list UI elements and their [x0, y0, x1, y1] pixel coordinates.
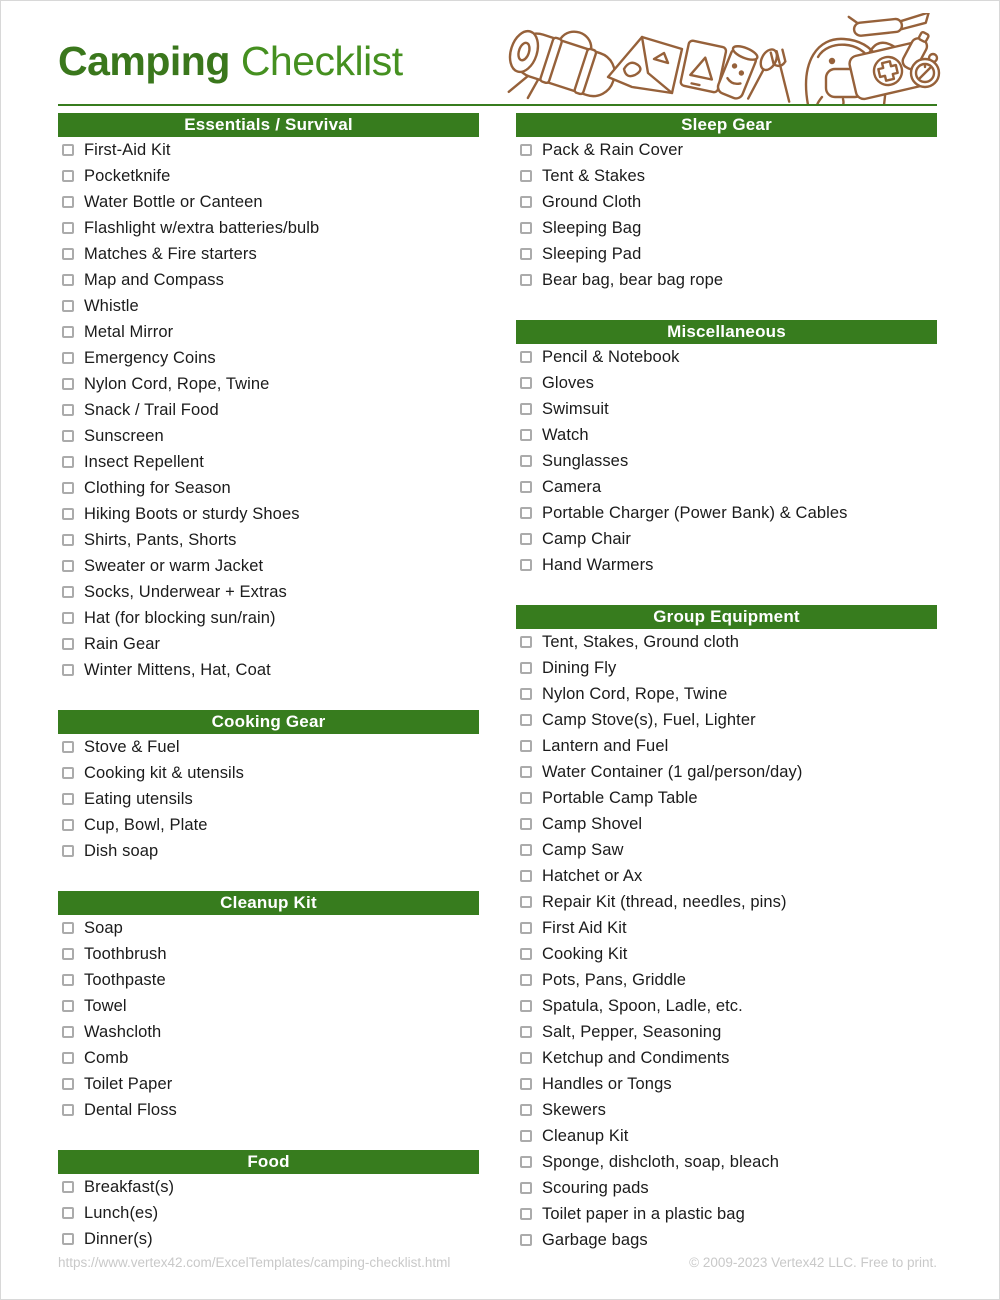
- checkbox[interactable]: [62, 560, 74, 572]
- checklist-item-label: Watch: [542, 425, 589, 444]
- checkbox[interactable]: [520, 403, 532, 415]
- checkbox[interactable]: [62, 430, 74, 442]
- checklist-item-label: Toilet paper in a plastic bag: [542, 1204, 745, 1223]
- checklist-item: [58, 941, 479, 967]
- section-header-group-equipment: Group Equipment: [516, 605, 937, 629]
- checklist-item: [58, 1071, 479, 1097]
- checklist-item: [58, 734, 479, 760]
- section-cleanup-kit: [58, 891, 479, 1123]
- checklist-item-label: Portable Camp Table: [542, 788, 698, 807]
- checkbox[interactable]: [520, 1026, 532, 1038]
- checkbox[interactable]: [520, 559, 532, 571]
- checklist-item-label: Lantern and Fuel: [542, 736, 669, 755]
- checkbox[interactable]: [62, 222, 74, 234]
- section-miscellaneous: [516, 320, 937, 578]
- checklist-item-label: Camp Saw: [542, 840, 624, 859]
- checklist-item-label: Water Container (1 gal/person/day): [542, 762, 803, 781]
- checkbox[interactable]: [62, 767, 74, 779]
- checklist-item-label: Sunscreen: [84, 426, 164, 445]
- checkbox[interactable]: [62, 196, 74, 208]
- checkbox[interactable]: [62, 948, 74, 960]
- header-divider: [58, 104, 937, 106]
- checkbox[interactable]: [520, 818, 532, 830]
- checkbox[interactable]: [62, 326, 74, 338]
- checklist-item: [58, 1045, 479, 1071]
- checklist-item: [58, 786, 479, 812]
- checkbox[interactable]: [62, 170, 74, 182]
- checklist-item: [516, 1097, 937, 1123]
- checkbox[interactable]: [62, 586, 74, 598]
- checklist-item-label: Cooking Kit: [542, 944, 628, 963]
- checklist-item-label: Dining Fly: [542, 658, 617, 677]
- checklist-item-label: Insect Repellent: [84, 452, 204, 471]
- section-header-food: Food: [58, 1150, 479, 1174]
- checkbox[interactable]: [520, 1104, 532, 1116]
- checklist-item: [58, 397, 479, 423]
- checklist-item: [516, 1201, 937, 1227]
- checkbox[interactable]: [520, 351, 532, 363]
- checklist-item-label: Portable Charger (Power Bank) & Cables: [542, 503, 848, 522]
- left-column: [58, 113, 479, 1252]
- checklist-item-label: First Aid Kit: [542, 918, 627, 937]
- checklist-item: [58, 553, 479, 579]
- checklist-item: [516, 993, 937, 1019]
- checklist-item-label: Soap: [84, 918, 123, 937]
- checklist-item-label: Washcloth: [84, 1022, 162, 1041]
- checkbox[interactable]: [62, 1207, 74, 1219]
- checklist-item: [516, 215, 937, 241]
- checklist-item-label: Dental Floss: [84, 1100, 177, 1119]
- checklist-item-label: Towel: [84, 996, 127, 1015]
- checklist-item: [58, 1226, 479, 1252]
- camping-gear-illustration: [496, 13, 941, 105]
- section-sleep-gear: [516, 113, 937, 293]
- checklist-item-label: Matches & Fire starters: [84, 244, 257, 263]
- checkbox[interactable]: [520, 844, 532, 856]
- checklist-item-label: Emergency Coins: [84, 348, 216, 367]
- checkbox[interactable]: [62, 638, 74, 650]
- checkbox[interactable]: [62, 974, 74, 986]
- checkbox[interactable]: [520, 222, 532, 234]
- checklist-item: [516, 163, 937, 189]
- checklist-item-label: Sleeping Bag: [542, 218, 642, 237]
- checklist-item: [516, 370, 937, 396]
- bedroll-icon: [498, 14, 624, 105]
- checklist-item-label: Tent & Stakes: [542, 166, 646, 185]
- checklist-item: [516, 241, 937, 267]
- checklist-item: [516, 655, 937, 681]
- checklist-item-label: Pots, Pans, Griddle: [542, 970, 687, 989]
- checkbox[interactable]: [520, 974, 532, 986]
- checkbox[interactable]: [520, 170, 532, 182]
- checklist-item-label: Sweater or warm Jacket: [84, 556, 264, 575]
- checklist-item: [516, 785, 937, 811]
- checklist-item: [516, 448, 937, 474]
- checklist-item-label: Sunglasses: [542, 451, 629, 470]
- checklist-item: [516, 707, 937, 733]
- checklist-item: [58, 967, 479, 993]
- checklist-item: [516, 267, 937, 293]
- checklist-item: [516, 500, 937, 526]
- checklist-columns: [58, 113, 937, 1253]
- checklist-item: [58, 189, 479, 215]
- checklist-item: [58, 760, 479, 786]
- checklist-item: [58, 501, 479, 527]
- checkbox[interactable]: [62, 534, 74, 546]
- checklist-item: [58, 527, 479, 553]
- checklist-item-label: Salt, Pepper, Seasoning: [542, 1022, 722, 1041]
- checklist-item-label: Map and Compass: [84, 270, 224, 289]
- checklist-item: [516, 759, 937, 785]
- checkbox[interactable]: [520, 636, 532, 648]
- checkbox[interactable]: [520, 533, 532, 545]
- checkbox[interactable]: [520, 766, 532, 778]
- checklist-item: [58, 475, 479, 501]
- checklist-item: [58, 423, 479, 449]
- map-icon: [608, 37, 682, 93]
- checklist-item: [516, 1175, 937, 1201]
- checklist-item-label: Repair Kit (thread, needles, pins): [542, 892, 787, 911]
- checklist-item: [58, 137, 479, 163]
- section-header-miscellaneous: Miscellaneous: [516, 320, 937, 344]
- checklist-item: [516, 1071, 937, 1097]
- checklist-item-label: Camp Chair: [542, 529, 632, 548]
- checkbox[interactable]: [520, 1156, 532, 1168]
- checklist-item-label: Snack / Trail Food: [84, 400, 219, 419]
- checkbox[interactable]: [520, 274, 532, 286]
- checklist-item-label: Flashlight w/extra batteries/bulb: [84, 218, 320, 237]
- checklist-item-label: Ketchup and Condiments: [542, 1048, 730, 1067]
- checkbox[interactable]: [62, 508, 74, 520]
- checkbox[interactable]: [62, 482, 74, 494]
- checklist-item-label: Tent, Stakes, Ground cloth: [542, 632, 740, 651]
- checklist-item-label: Whistle: [84, 296, 139, 315]
- checklist-item-label: Breakfast(s): [84, 1177, 175, 1196]
- checkbox[interactable]: [520, 870, 532, 882]
- checkbox[interactable]: [62, 378, 74, 390]
- checkbox[interactable]: [62, 1052, 74, 1064]
- section-header-essentials-survival: Essentials / Survival: [58, 113, 479, 137]
- checklist-item: [516, 1045, 937, 1071]
- checklist-item: [516, 396, 937, 422]
- checklist-item-label: Gloves: [542, 373, 594, 392]
- checklist-item-label: Cup, Bowl, Plate: [84, 815, 208, 834]
- checklist-item-label: Hand Warmers: [542, 555, 654, 574]
- checklist-item: [58, 449, 479, 475]
- checklist-item: [58, 605, 479, 631]
- checklist-item-label: Dinner(s): [84, 1229, 153, 1248]
- checklist-item-label: Garbage bags: [542, 1230, 648, 1249]
- checkbox[interactable]: [62, 793, 74, 805]
- footer-copyright: © 2009-2023 Vertex42 LLC. Free to print.: [689, 1255, 937, 1270]
- section-food: [58, 1150, 479, 1252]
- checklist-item-label: Socks, Underwear + Extras: [84, 582, 287, 601]
- checklist-item-label: Camera: [542, 477, 602, 496]
- checklist-item: [516, 474, 937, 500]
- page-footer: [58, 1255, 937, 1270]
- checkbox[interactable]: [62, 741, 74, 753]
- checkbox[interactable]: [520, 144, 532, 156]
- checklist-item: [516, 1019, 937, 1045]
- page-title-word-camping: Camping: [58, 38, 230, 84]
- checklist-item-label: Winter Mittens, Hat, Coat: [84, 660, 271, 679]
- checkbox[interactable]: [62, 404, 74, 416]
- checklist-item: [516, 681, 937, 707]
- checkbox[interactable]: [520, 377, 532, 389]
- checklist-item-label: Cooking kit & utensils: [84, 763, 244, 782]
- checklist-item: [58, 345, 479, 371]
- checkbox[interactable]: [520, 948, 532, 960]
- checklist-item: [58, 371, 479, 397]
- checklist-item-label: Rain Gear: [84, 634, 161, 653]
- checklist-item-label: Metal Mirror: [84, 322, 174, 341]
- checkbox[interactable]: [62, 922, 74, 934]
- checkbox[interactable]: [62, 248, 74, 260]
- checklist-item-label: Hat (for blocking sun/rain): [84, 608, 276, 627]
- checkbox[interactable]: [520, 196, 532, 208]
- checkbox[interactable]: [520, 1078, 532, 1090]
- checkbox[interactable]: [520, 1052, 532, 1064]
- checkbox[interactable]: [62, 1233, 74, 1245]
- checkbox[interactable]: [62, 456, 74, 468]
- section-group-equipment: [516, 605, 937, 1253]
- checkbox[interactable]: [62, 1000, 74, 1012]
- right-column: [516, 113, 937, 1253]
- checklist-item: [58, 579, 479, 605]
- checklist-item-label: Pencil & Notebook: [542, 347, 680, 366]
- checkbox[interactable]: [520, 507, 532, 519]
- page-title-word-checklist: Checklist: [240, 38, 403, 84]
- checkbox[interactable]: [62, 1104, 74, 1116]
- checklist-item: [516, 941, 937, 967]
- checklist-item-label: Scouring pads: [542, 1178, 649, 1197]
- checklist-item-label: Toothpaste: [84, 970, 166, 989]
- checklist-item: [516, 552, 937, 578]
- checkbox[interactable]: [62, 664, 74, 676]
- checklist-item-label: Comb: [84, 1048, 129, 1067]
- checklist-item-label: Sponge, dishcloth, soap, bleach: [542, 1152, 780, 1171]
- section-header-cleanup-kit: Cleanup Kit: [58, 891, 479, 915]
- checklist-item: [58, 993, 479, 1019]
- checkbox[interactable]: [62, 1026, 74, 1038]
- checklist-item: [516, 811, 937, 837]
- checklist-item: [58, 631, 479, 657]
- checklist-item-label: Swimsuit: [542, 399, 609, 418]
- checklist-item-label: Dish soap: [84, 841, 159, 860]
- checklist-item: [58, 838, 479, 864]
- checkbox[interactable]: [62, 819, 74, 831]
- checklist-item: [58, 241, 479, 267]
- checklist-item: [516, 889, 937, 915]
- checklist-item: [58, 915, 479, 941]
- checkbox[interactable]: [520, 662, 532, 674]
- checklist-item: [516, 629, 937, 655]
- checklist-item: [516, 1123, 937, 1149]
- checklist-item-label: Ground Cloth: [542, 192, 642, 211]
- footer-url-link[interactable]: https://www.vertex42.com/ExcelTemplates/camping-checklist.html: [58, 1255, 451, 1270]
- section-header-cooking-gear: Cooking Gear: [58, 710, 479, 734]
- checkbox[interactable]: [520, 714, 532, 726]
- checkbox[interactable]: [62, 300, 74, 312]
- checkbox[interactable]: [520, 429, 532, 441]
- checkbox[interactable]: [62, 845, 74, 857]
- checklist-item: [516, 422, 937, 448]
- checklist-item-label: First-Aid Kit: [84, 140, 171, 159]
- checkbox[interactable]: [62, 274, 74, 286]
- checklist-item-label: Nylon Cord, Rope, Twine: [84, 374, 270, 393]
- checklist-item-label: Eating utensils: [84, 789, 193, 808]
- checklist-item-label: Nylon Cord, Rope, Twine: [542, 684, 728, 703]
- checkbox[interactable]: [520, 740, 532, 752]
- checklist-item: [58, 163, 479, 189]
- checkbox[interactable]: [520, 896, 532, 908]
- checklist-item-label: Clothing for Season: [84, 478, 231, 497]
- checkbox[interactable]: [62, 612, 74, 624]
- checklist-item: [516, 915, 937, 941]
- checklist-item: [516, 189, 937, 215]
- checklist-item-label: Hatchet or Ax: [542, 866, 643, 885]
- checklist-item: [516, 863, 937, 889]
- section-header-sleep-gear: Sleep Gear: [516, 113, 937, 137]
- checklist-item: [516, 1149, 937, 1175]
- checklist-item-label: Hiking Boots or sturdy Shoes: [84, 504, 300, 523]
- checklist-item: [58, 657, 479, 683]
- checklist-item: [516, 1227, 937, 1253]
- checkbox[interactable]: [520, 1000, 532, 1012]
- section-essentials-survival: [58, 113, 479, 683]
- checklist-item: [516, 733, 937, 759]
- checkbox[interactable]: [62, 144, 74, 156]
- checklist-item-label: Water Bottle or Canteen: [84, 192, 263, 211]
- checklist-item-label: Camp Shovel: [542, 814, 643, 833]
- checkbox[interactable]: [520, 922, 532, 934]
- checklist-item-label: Lunch(es): [84, 1203, 159, 1222]
- checklist-item: [516, 344, 937, 370]
- checkbox[interactable]: [62, 352, 74, 364]
- checklist-item: [516, 526, 937, 552]
- checklist-item: [516, 137, 937, 163]
- checkbox[interactable]: [520, 455, 532, 467]
- checklist-item-label: Shirts, Pants, Shorts: [84, 530, 237, 549]
- checklist-item-label: Bear bag, bear bag rope: [542, 270, 724, 289]
- checklist-item: [58, 293, 479, 319]
- checkbox[interactable]: [62, 1181, 74, 1193]
- checklist-item: [58, 1097, 479, 1123]
- checklist-item-label: Handles or Tongs: [542, 1074, 672, 1093]
- checkbox[interactable]: [520, 1234, 532, 1246]
- checklist-item: [58, 1200, 479, 1226]
- checklist-item-label: Skewers: [542, 1100, 606, 1119]
- checklist-item-label: Sleeping Pad: [542, 244, 642, 263]
- checklist-item-label: Pack & Rain Cover: [542, 140, 684, 159]
- page-title: [58, 38, 403, 85]
- checklist-item: [58, 1019, 479, 1045]
- checklist-item-label: Stove & Fuel: [84, 737, 180, 756]
- checklist-item: [58, 267, 479, 293]
- checklist-item: [516, 837, 937, 863]
- checklist-item: [58, 812, 479, 838]
- checkbox[interactable]: [520, 688, 532, 700]
- checklist-item-label: Spatula, Spoon, Ladle, etc.: [542, 996, 743, 1015]
- checklist-item-label: Camp Stove(s), Fuel, Lighter: [542, 710, 756, 729]
- section-cooking-gear: [58, 710, 479, 864]
- checklist-item-label: Cleanup Kit: [542, 1126, 629, 1145]
- checkbox[interactable]: [520, 1182, 532, 1194]
- checkbox[interactable]: [520, 481, 532, 493]
- pocketknife-icon: [849, 13, 931, 37]
- checklist-item-label: Toothbrush: [84, 944, 167, 963]
- checkbox[interactable]: [520, 1208, 532, 1220]
- checklist-item: [516, 967, 937, 993]
- checklist-item: [58, 319, 479, 345]
- checklist-item: [58, 1174, 479, 1200]
- checkbox[interactable]: [62, 1078, 74, 1090]
- checkbox[interactable]: [520, 248, 532, 260]
- checklist-item-label: Pocketknife: [84, 166, 171, 185]
- checkbox[interactable]: [520, 792, 532, 804]
- checklist-item-label: Toilet Paper: [84, 1074, 173, 1093]
- checkbox[interactable]: [520, 1130, 532, 1142]
- checklist-item: [58, 215, 479, 241]
